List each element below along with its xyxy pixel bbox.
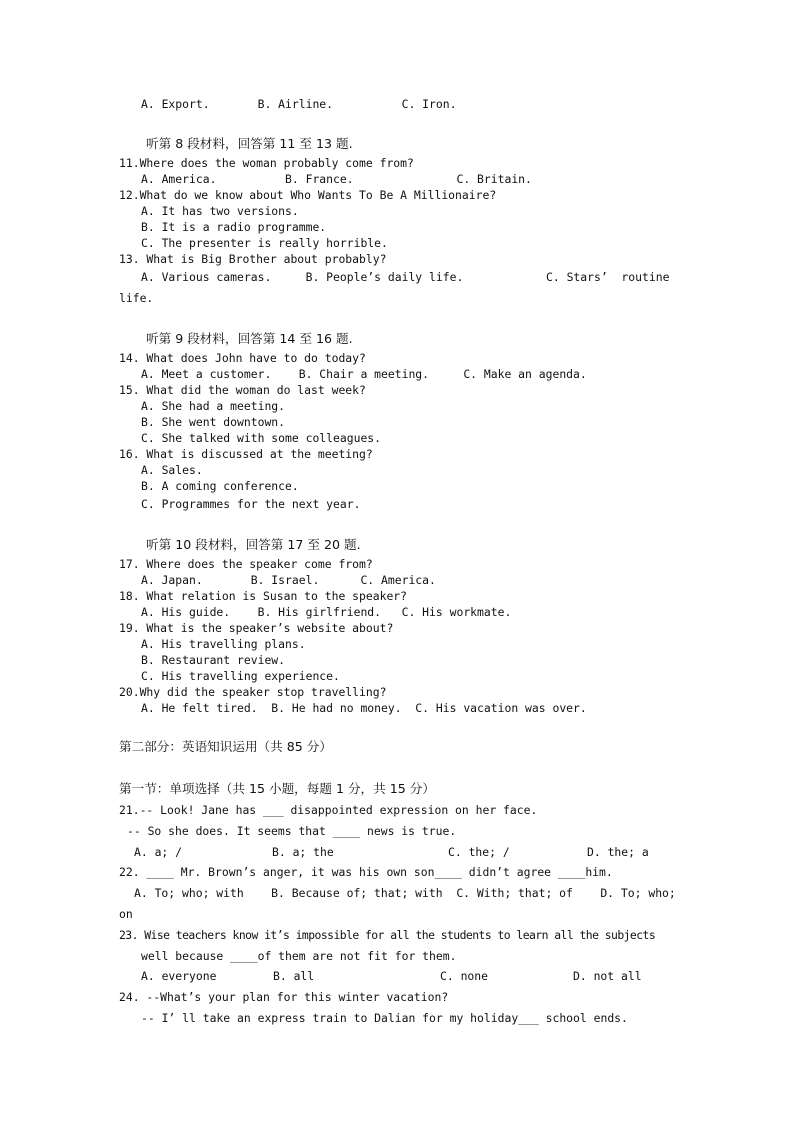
- q16-stem: 16. What is discussed at the meeting?: [119, 447, 373, 461]
- q21-stem-cont: -- So she does. It seems that ____ news is true.: [127, 824, 457, 838]
- q22-options: A. To; who; with B. Because of; that; with C. With; that; of D. To; who;: [134, 886, 676, 900]
- q11-stem: 11.Where does the woman probably come from?: [119, 156, 414, 170]
- q21-option-a: A. a; /: [134, 845, 183, 859]
- q19-option-b: B. Restaurant review.: [141, 653, 286, 667]
- q23-option-c: C. none: [440, 969, 489, 983]
- q23-stem-cont: well because ____of them are not fit for them.: [141, 949, 457, 963]
- q24-stem-cont: -- I’ ll take an express train to Dalian for my holiday___ school ends.: [141, 1011, 628, 1025]
- q19-option-a: A. His travelling plans.: [141, 637, 306, 651]
- q13-option-c: C. Stars’ routine: [546, 270, 670, 284]
- q19-option-c: C. His travelling experience.: [141, 669, 340, 683]
- q14-options: A. Meet a customer. B. Chair a meeting. C. Make an agenda.: [141, 367, 587, 381]
- q12-option-a: A. It has two versions.: [141, 204, 299, 218]
- part-two-heading: 第二部分：英语知识运用（共 85 分）: [119, 739, 332, 754]
- q10-options: A. Export. B. Airline. C. Iron.: [141, 97, 457, 111]
- q16-option-b: B. A coming conference.: [141, 479, 299, 493]
- q21-option-c: C. the; /: [448, 845, 510, 859]
- q15-option-c: C. She talked with some colleagues.: [141, 431, 382, 445]
- section-9-instruction: 听第 9 段材料，回答第 14 至 16 题.: [146, 331, 353, 346]
- q12-option-b: B. It is a radio programme.: [141, 220, 327, 234]
- q20-options: A. He felt tired. B. He had no money. C. His vacation was over.: [141, 701, 587, 715]
- q21-option-b: B. a; the: [272, 845, 334, 859]
- q19-stem: 19. What is the speaker’s website about?: [119, 621, 394, 635]
- q16-option-a: A. Sales.: [141, 463, 203, 477]
- q23-option-b: B. all: [273, 969, 315, 983]
- q18-options: A. His guide. B. His girlfriend. C. His workmate.: [141, 605, 512, 619]
- q20-stem: 20.Why did the speaker stop travelling?: [119, 685, 387, 699]
- q13-option-c-cont: life.: [119, 291, 154, 305]
- q21-option-d: D. the; a: [587, 845, 649, 859]
- q21-stem: 21.-- Look! Jane has ___ disappointed expression on her face.: [119, 803, 538, 817]
- section-one-heading: 第一节：单项选择（共 15 小题，每题 1 分，共 15 分）: [119, 781, 435, 796]
- q17-options: A. Japan. B. Israel. C. America.: [141, 573, 436, 587]
- q14-stem: 14. What does John have to do today?: [119, 351, 366, 365]
- q15-option-a: A. She had a meeting.: [141, 399, 286, 413]
- q23-stem: 23. Wise teachers know it’s impossible for all the students to learn all the subjects: [119, 928, 656, 942]
- q15-option-b: B. She went downtown.: [141, 415, 286, 429]
- q15-stem: 15. What did the woman do last week?: [119, 383, 366, 397]
- q11-options: A. America. B. France. C. Britain.: [141, 172, 532, 186]
- q22-stem: 22. ____ Mr. Brown’s anger, it was his own son____ didn’t agree ____him.: [119, 865, 613, 879]
- q23-option-a: A. everyone: [141, 969, 217, 983]
- q18-stem: 18. What relation is Susan to the speaker?: [119, 589, 408, 603]
- q16-option-c: C. Programmes for the next year.: [141, 497, 361, 511]
- q17-stem: 17. Where does the speaker come from?: [119, 557, 373, 571]
- q23-option-d: D. not all: [573, 969, 642, 983]
- section-10-instruction: 听第 10 段材料，回答第 17 至 20 题.: [146, 537, 361, 552]
- q12-stem: 12.What do we know about Who Wants To Be A Millionaire?: [119, 188, 497, 202]
- q22-options-cont: on: [119, 907, 133, 921]
- q24-stem: 24. --What’s your plan for this winter vacation?: [119, 990, 449, 1004]
- q13-stem: 13. What is Big Brother about probably?: [119, 252, 387, 266]
- q12-option-c: C. The presenter is really horrible.: [141, 236, 388, 250]
- q13-options-ab: A. Various cameras. B. People’s daily life.: [141, 270, 464, 284]
- section-8-instruction: 听第 8 段材料，回答第 11 至 13 题.: [146, 136, 353, 151]
